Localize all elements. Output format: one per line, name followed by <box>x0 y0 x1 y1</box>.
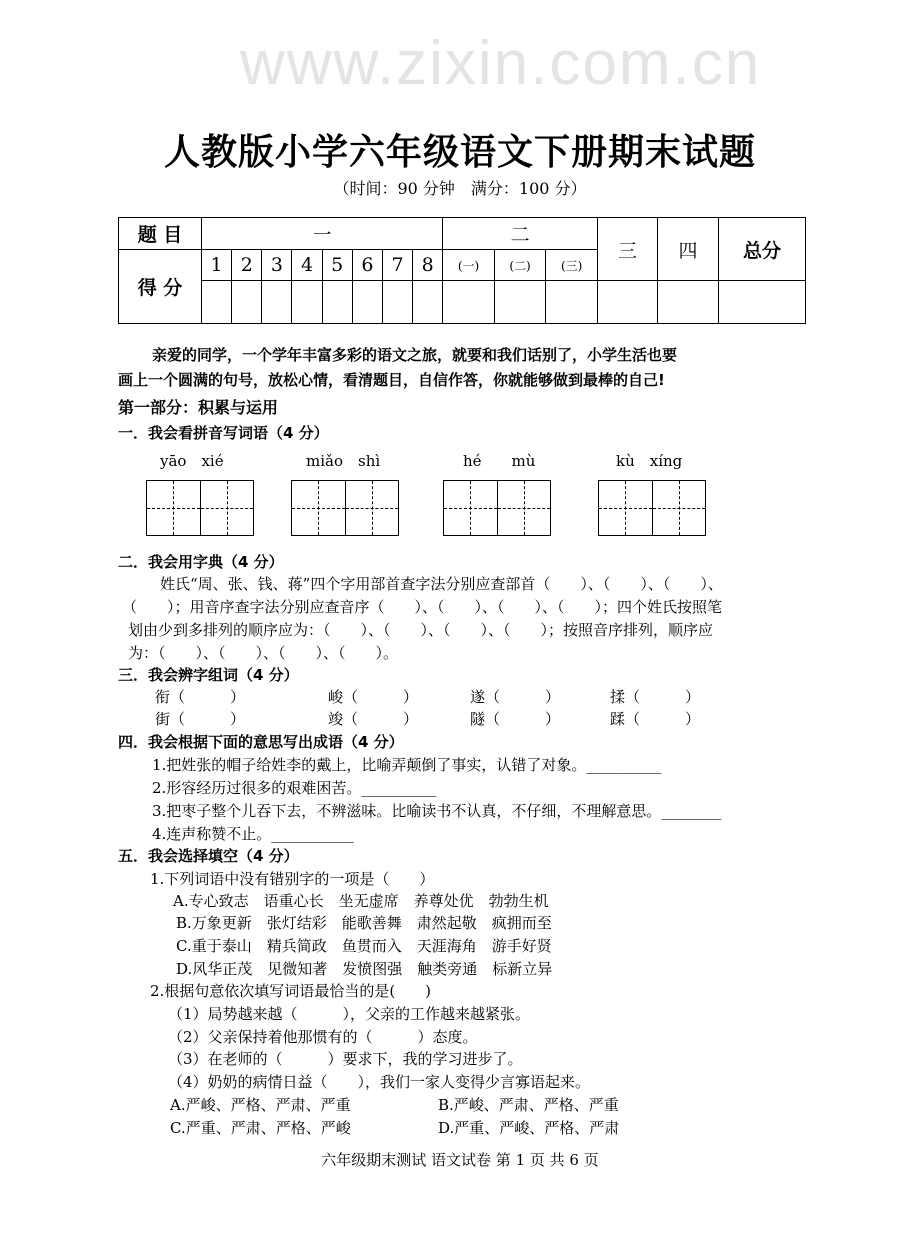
word-item: 街（ ） <box>155 710 246 728</box>
section-3-heading: 三．我会辨字组词（4 分） <box>118 666 299 684</box>
item-4: 4 <box>292 250 322 281</box>
item-2-1: (一) <box>443 250 495 281</box>
question-text: （ ）；用音序查字法分别应查音序（ ）、（ ）、（ ）、（ ）；四个姓氏按照笔 <box>122 598 723 616</box>
score-cell[interactable] <box>546 281 598 324</box>
item-8: 8 <box>413 250 443 281</box>
word-item: 竣（ ） <box>328 710 419 728</box>
score-cell[interactable] <box>598 281 658 324</box>
question-text: 划由少到多排列的顺序应为：（ ）、（ ）、（ ）、（ ）；按照音序排列，顺序应 <box>128 621 714 639</box>
score-cell[interactable] <box>322 281 352 324</box>
option: B.严峻、严肃、严格、严重 <box>438 1096 619 1114</box>
option: B.万象更新 张灯结彩 能歌善舞 肃然起敬 疯拥而至 <box>176 914 552 932</box>
score-cell[interactable] <box>658 281 719 324</box>
word-item: 隧（ ） <box>470 710 561 728</box>
score-cell[interactable] <box>382 281 412 324</box>
question-text: 4.连声称赞不止。___________ <box>152 825 354 843</box>
intro-line: 画上一个圆满的句号，放松心情，看清题目，自信作答，你就能够做到最棒的自己! <box>118 371 665 389</box>
row-header: 题 目 <box>119 218 202 250</box>
page-title: 人教版小学六年级语文下册期末试题 <box>163 131 756 173</box>
score-label: 得 分 <box>119 250 202 324</box>
section-2-heading: 二．我会用字典（4 分） <box>118 553 284 571</box>
word-item: 峻（ ） <box>328 688 419 706</box>
score-cell[interactable] <box>202 281 232 324</box>
pinyin: kù xíng <box>616 452 683 470</box>
pinyin: miǎo shì <box>306 452 381 470</box>
writing-grid[interactable] <box>146 480 254 536</box>
watermark: www.zixin.com.cn <box>240 29 762 98</box>
item-6: 6 <box>352 250 382 281</box>
question-text: （2）父亲保持着他那惯有的（ ）态度。 <box>168 1028 478 1046</box>
score-cell[interactable] <box>262 281 292 324</box>
writing-grid[interactable] <box>443 480 551 536</box>
pinyin: yāo xié <box>160 452 224 470</box>
option: A.严峻、严格、严肃、严重 <box>170 1096 351 1114</box>
page-footer: 六年级期末测试 语文试卷 第 1 页 共 6 页 <box>321 1151 599 1169</box>
score-table <box>118 217 806 324</box>
question-text: 为：（ ）、（ ）、（ ）、（ ）。 <box>128 644 399 662</box>
option: D.风华正茂 见微知著 发愤图强 触类旁通 标新立异 <box>176 960 553 978</box>
question-text: （3）在老师的（ ）要求下，我的学习进步了。 <box>168 1050 523 1068</box>
writing-grid[interactable] <box>598 480 706 536</box>
question-text: 3.把枣子整个儿吞下去，不辨滋味。比喻读书不认真，不仔细，不理解意思。________ <box>152 802 722 820</box>
score-cell[interactable] <box>494 281 546 324</box>
item-2-3: (三) <box>546 250 598 281</box>
exam-info: （时间：90 分钟 满分：100 分） <box>333 179 587 198</box>
writing-grid[interactable] <box>291 480 399 536</box>
item-2-2: (二) <box>494 250 546 281</box>
section-5-heading: 五．我会选择填空（4 分） <box>118 847 299 865</box>
score-cell[interactable] <box>352 281 382 324</box>
part3-header: 三 <box>598 218 658 281</box>
item-3: 3 <box>262 250 292 281</box>
score-cell[interactable] <box>719 281 806 324</box>
score-cell[interactable] <box>413 281 443 324</box>
section-1-heading: 一．我会看拼音写词语（4 分） <box>118 424 329 442</box>
item-7: 7 <box>382 250 412 281</box>
score-cell[interactable] <box>232 281 262 324</box>
part1-header: 一 <box>202 218 443 250</box>
question-text: （1）局势越来越（ ），父亲的工作越来越紧张。 <box>168 1005 531 1023</box>
word-item: 蹂（ ） <box>610 710 701 728</box>
part4-header: 四 <box>658 218 719 281</box>
section-4-heading: 四．我会根据下面的意思写出成语（4 分） <box>118 733 404 751</box>
item-2: 2 <box>232 250 262 281</box>
word-item: 衔（ ） <box>155 688 246 706</box>
word-item: 遂（ ） <box>470 688 561 706</box>
option: A.专心致志 语重心长 坐无虚席 养尊处优 勃勃生机 <box>173 892 549 910</box>
score-cell[interactable] <box>443 281 495 324</box>
option: D.严重、严峻、严格、严肃 <box>438 1119 620 1137</box>
part2-header: 二 <box>443 218 598 250</box>
option: C.严重、严肃、严格、严峻 <box>170 1119 351 1137</box>
option: C.重于泰山 精兵简政 鱼贯而入 天涯海角 游手好贤 <box>176 937 552 955</box>
item-5: 5 <box>322 250 352 281</box>
question-text: 2.根据句意依次填写词语最恰当的是( ) <box>150 982 432 1000</box>
question-text: 2.形容经历过很多的艰难困苦。__________ <box>152 779 437 797</box>
question-text: 1.把姓张的帽子给姓李的戴上，比喻弄颠倒了事实，认错了对象。__________ <box>152 756 662 774</box>
total-header: 总分 <box>719 218 806 281</box>
part-heading: 第一部分：积累与运用 <box>118 398 279 417</box>
pinyin: hé mù <box>463 452 536 470</box>
item-1: 1 <box>202 250 232 281</box>
question-text: 1.下列词语中没有错别字的一项是（ ） <box>150 870 435 888</box>
question-text: （4）奶奶的病情日益（ ），我们一家人变得少言寡语起来。 <box>168 1073 591 1091</box>
question-text: 姓氏“周、张、钱、蒋”四个字用部首查字法分别应查部首（ ）、（ ）、（ ）、 <box>160 575 723 593</box>
intro-line: 亲爱的同学，一个学年丰富多彩的语文之旅，就要和我们话别了，小学生活也要 <box>152 346 678 364</box>
word-item: 揉（ ） <box>610 688 701 706</box>
score-cell[interactable] <box>292 281 322 324</box>
